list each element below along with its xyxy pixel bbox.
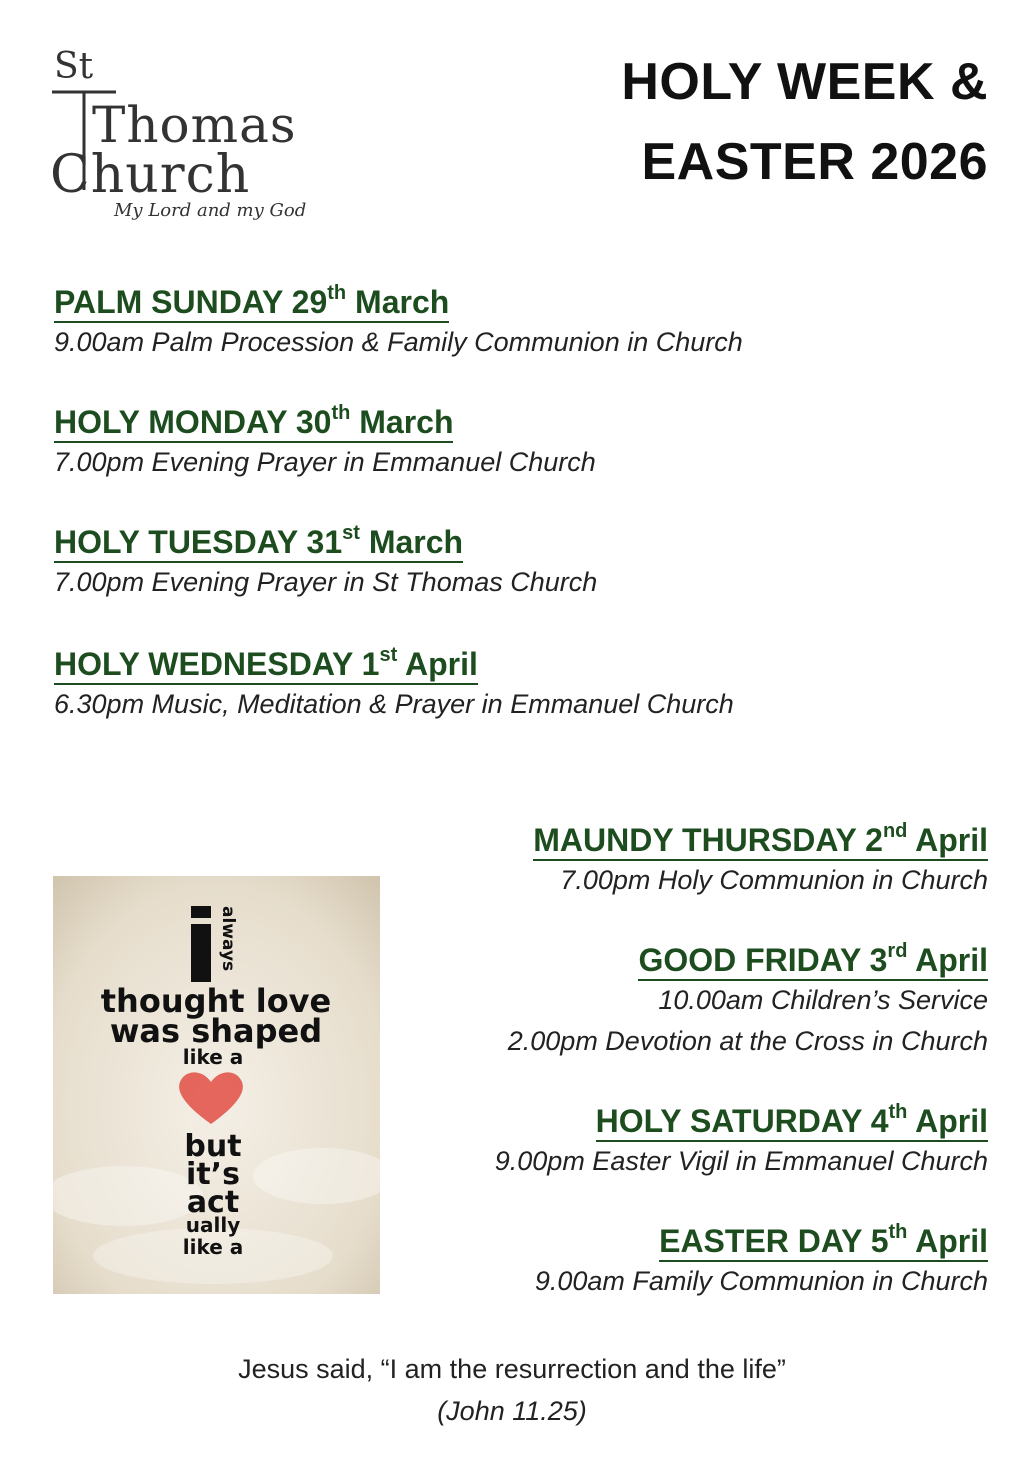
event-heading: HOLY WEDNESDAY 1st April: [54, 644, 734, 684]
st-thomas-logo-icon: [48, 40, 348, 230]
event-good-friday: [508, 940, 988, 1062]
event-detail: 7.00pm Evening Prayer in St Thomas Church: [54, 567, 598, 597]
event-detail: 9.00pm Easter Vigil in Emmanuel Church: [494, 1146, 988, 1176]
poster-line-2: was shaped: [109, 1012, 323, 1050]
event-holy-saturday: [495, 1101, 988, 1182]
event-detail: 7.00pm Evening Prayer in Emmanuel Church: [54, 447, 596, 477]
poster-image: [53, 876, 380, 1294]
event-heading: HOLY MONDAY 30th March: [54, 402, 596, 442]
event-heading: EASTER DAY 5th April: [535, 1221, 988, 1261]
quote-reference: (John 11.25): [437, 1396, 587, 1426]
event-detail: 10.00am Children’s Service: [658, 985, 988, 1015]
poster-line-5: it’s: [186, 1157, 240, 1192]
poster-line-6: act: [186, 1185, 240, 1220]
title-line-1: HOLY WEEK &: [621, 53, 988, 111]
scripture-quote: [0, 1348, 1024, 1432]
event-detail: 6.30pm Music, Meditation & Prayer in Emmanuel Church: [54, 689, 734, 719]
poster-always: always: [218, 906, 238, 972]
logo-thomas: Thomas: [92, 96, 297, 154]
logo-church: Church: [50, 145, 251, 205]
cross-love-poster: [53, 876, 380, 1294]
quote-text: Jesus said, “I am the resurrection and the life”: [238, 1354, 786, 1384]
event-holy-tuesday: [54, 522, 597, 603]
poster-line-8: like a: [182, 1235, 244, 1259]
event-heading: PALM SUNDAY 29th March: [54, 282, 743, 322]
logo-st: St: [54, 46, 94, 87]
poster-line-7: ually: [185, 1213, 241, 1237]
event-holy-monday: [54, 402, 596, 483]
event-heading: MAUNDY THURSDAY 2nd April: [533, 820, 988, 860]
event-palm-sunday: [54, 282, 743, 363]
event-easter-day: [535, 1221, 988, 1302]
page-title: [468, 42, 988, 202]
event-detail: 2.00pm Devotion at the Cross in Church: [507, 1026, 988, 1056]
title-line-2: EASTER 2026: [641, 133, 988, 191]
event-heading: GOOD FRIDAY 3rd April: [508, 940, 988, 980]
event-maundy-thursday: [533, 820, 988, 901]
logo-tagline: My Lord and my God: [114, 200, 307, 221]
poster-line-1: thought love: [100, 982, 332, 1020]
church-logo: [48, 40, 348, 230]
poster-line-4: but: [184, 1129, 242, 1164]
event-detail: 9.00am Palm Procession & Family Communion in Church: [54, 327, 743, 357]
event-heading: HOLY TUESDAY 31st March: [54, 522, 597, 562]
event-heading: HOLY SATURDAY 4th April: [495, 1101, 988, 1141]
event-holy-wednesday: [54, 644, 734, 725]
event-detail: 9.00am Family Communion in Church: [534, 1266, 988, 1296]
event-detail: 7.00pm Holy Communion in Church: [560, 865, 988, 895]
poster-line-3: like a: [182, 1045, 244, 1069]
